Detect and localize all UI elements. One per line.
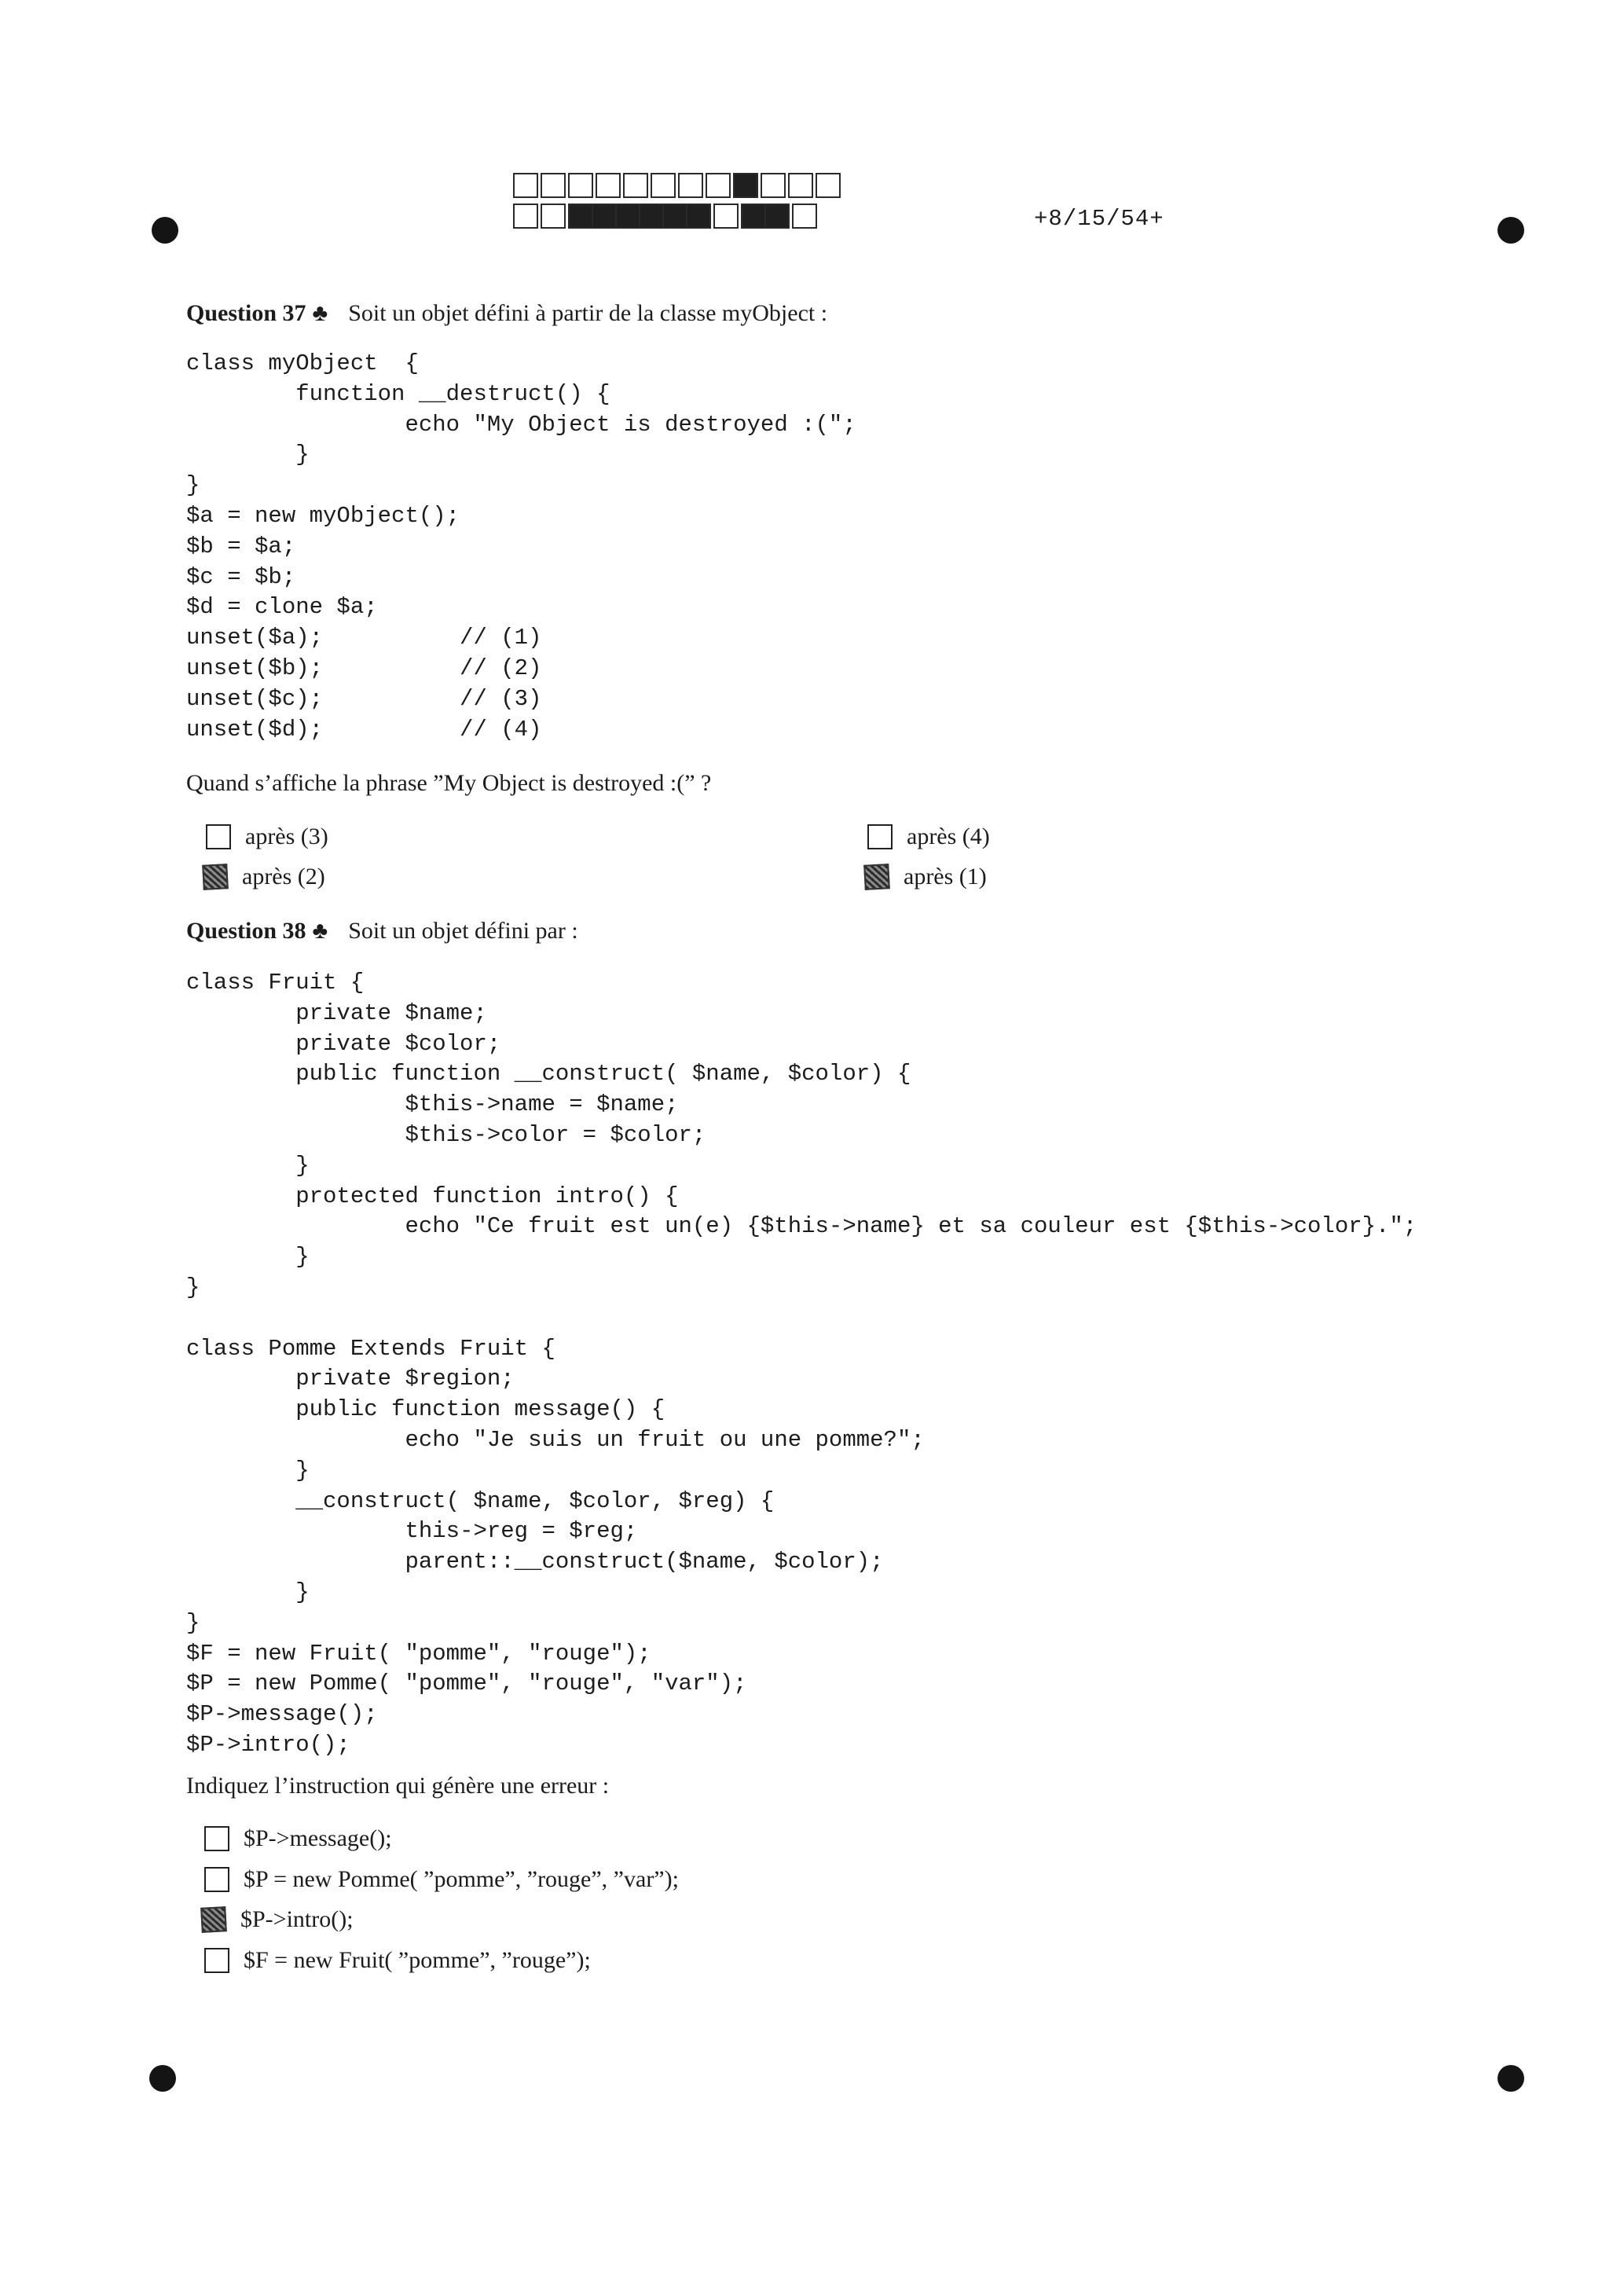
choice-q37-3[interactable] (203, 864, 325, 890)
choice-q37-1[interactable] (206, 823, 328, 850)
checkbox[interactable] (206, 824, 231, 849)
checkbox-checked[interactable] (863, 864, 890, 890)
choice-q37-4[interactable] (864, 864, 987, 890)
choice-q37-2[interactable] (867, 823, 990, 850)
barcode-row-1 (513, 173, 843, 198)
barcode-row-2 (513, 204, 819, 229)
question-intro: Soit un objet défini à partir de la classe myObject : (348, 300, 828, 326)
club-icon: ♣ (312, 918, 328, 944)
question-37-header (186, 300, 827, 327)
question-37-prompt: Quand s’affiche la phrase ”My Object is destroyed :(” ? (186, 770, 712, 796)
registration-mark-bottom-right (1498, 2065, 1524, 2092)
choice-label: après (4) (907, 823, 990, 849)
registration-mark-top-right (1498, 217, 1524, 244)
checkbox[interactable] (204, 1867, 229, 1892)
question-intro: Soit un objet défini par : (348, 918, 578, 944)
registration-mark-top-left (152, 217, 178, 244)
question-38-header (186, 918, 578, 944)
choice-label: après (2) (242, 864, 325, 889)
checkbox[interactable] (867, 824, 893, 849)
choice-q38-1[interactable] (204, 1825, 392, 1852)
choice-label: $P->intro(); (240, 1906, 354, 1932)
choice-q38-4[interactable] (204, 1947, 591, 1974)
code-block-q38: class Fruit { private $name; private $color; public function __construct( $name, $color) { $this->name = $name; $this->color = $color; } protected function intro() { echo "Ce fruit est un(e) {$this->name} et sa couleur est {$this->color}."; } } class Pomme Extends Fruit { private $region; public function message() { echo "Je suis un fruit ou une pomme?"; } __construct( $name, $color, $reg) { this->reg = $reg; parent::__construct($name, $color); } } $F = new Fruit( "pomme", "rouge"); $P = new Pomme( "pomme", "rouge", "var"); $P->message(); $P->intro(); (186, 970, 1417, 1758)
choice-label: $F = new Fruit( ”pomme”, ”rouge”); (244, 1947, 591, 1973)
choice-q38-2[interactable] (204, 1866, 679, 1893)
choice-label: après (3) (245, 823, 328, 849)
checkbox-checked[interactable] (202, 864, 229, 890)
choice-label: $P->message(); (244, 1825, 392, 1851)
choice-label: $P = new Pomme( ”pomme”, ”rouge”, ”var”); (244, 1866, 679, 1892)
club-icon: ♣ (312, 300, 328, 326)
choice-q38-3[interactable] (201, 1906, 354, 1933)
code-block-q37: class myObject { function __destruct() { echo "My Object is destroyed :("; } } $a = new myObject(); $b = $a; $c = $b; $d = clone $a; unset($a); // (1) unset($b); // (2) unset($c); // (3) unset($d); // (4) (186, 350, 856, 743)
choice-label: après (1) (904, 864, 987, 889)
question-label: Question 37 (186, 300, 306, 326)
question-label: Question 38 (186, 918, 306, 944)
checkbox-checked[interactable] (200, 1906, 227, 1933)
page-id: +8/15/54+ (1034, 206, 1164, 232)
checkbox[interactable] (204, 1826, 229, 1851)
registration-mark-bottom-left (149, 2065, 176, 2092)
question-38-prompt: Indiquez l’instruction qui génère une erreur : (186, 1773, 610, 1799)
checkbox[interactable] (204, 1948, 229, 1973)
